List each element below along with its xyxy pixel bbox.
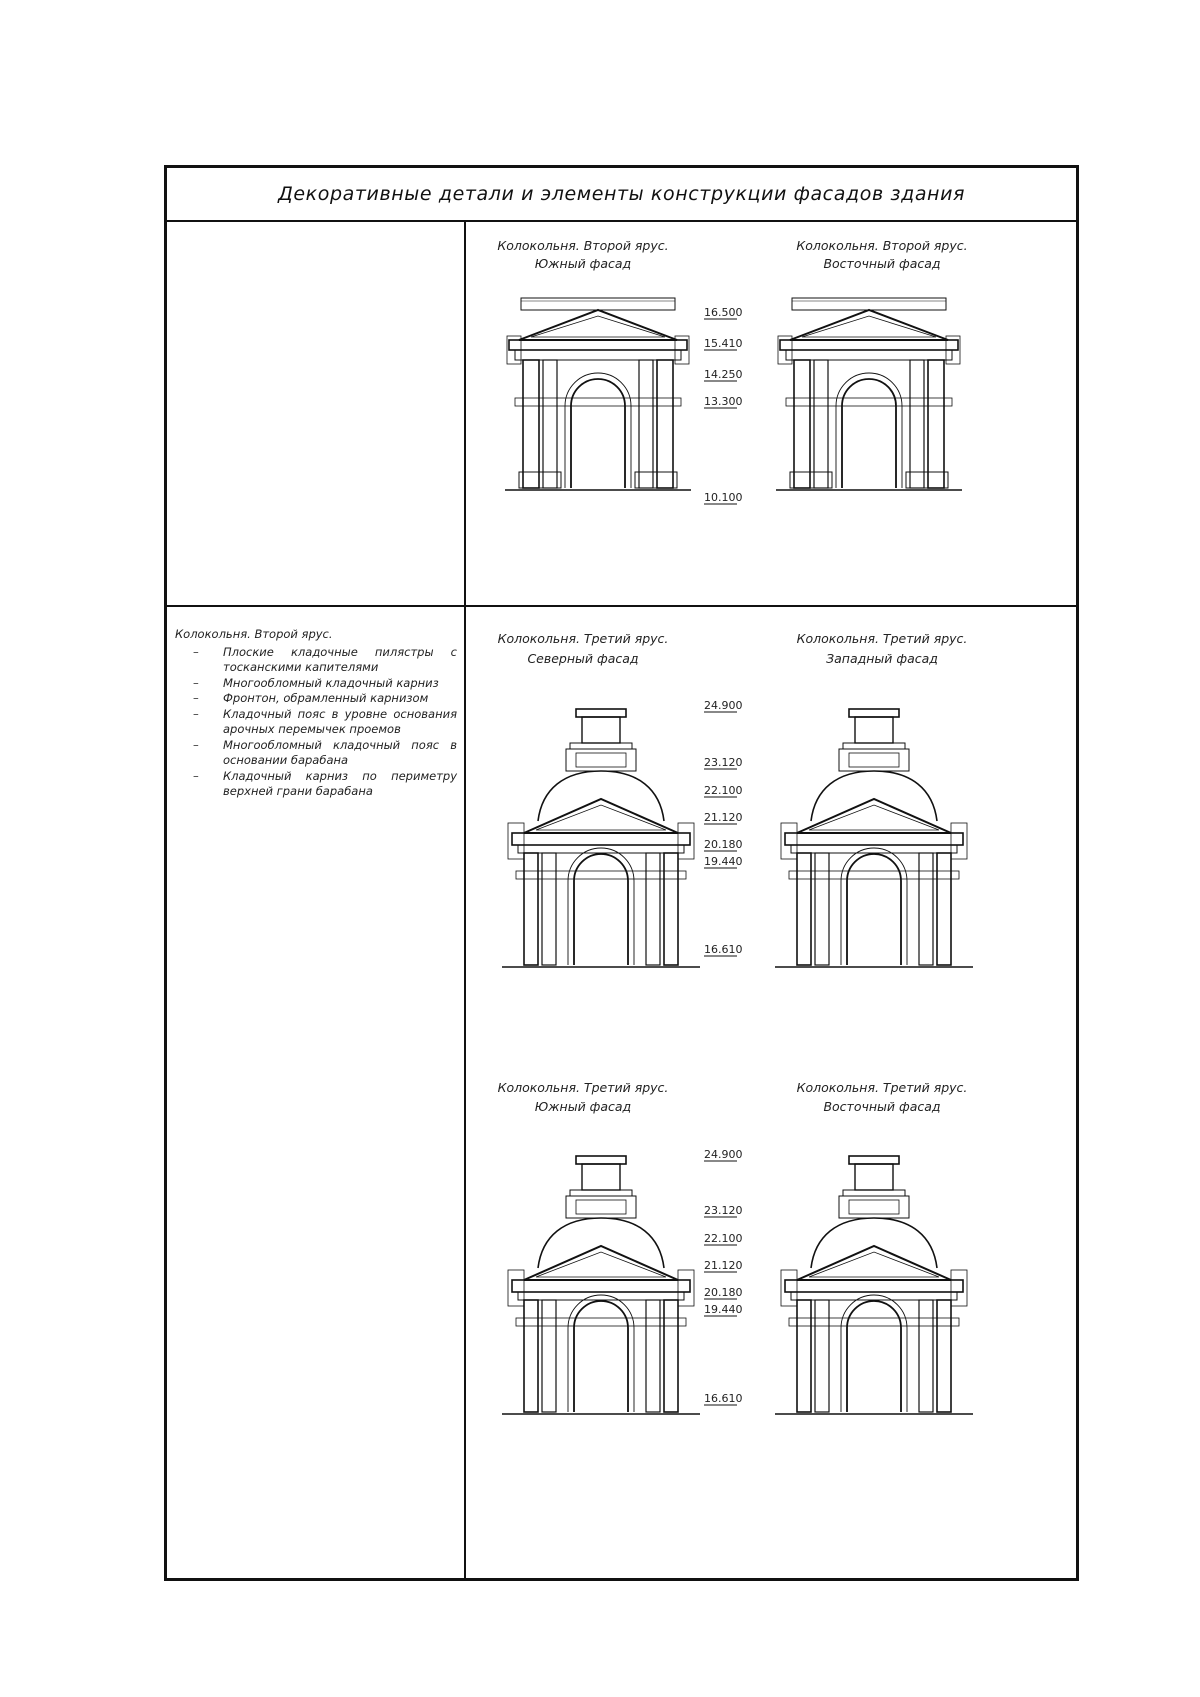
drawing-caption: Колокольня. Третий ярус.	[796, 1080, 968, 1095]
level-mark: 10.100	[704, 491, 743, 504]
level-mark: 24.900	[704, 1148, 743, 1161]
elevation-drawing	[502, 709, 700, 967]
drawing-caption: Восточный фасад	[823, 1099, 941, 1114]
level-mark: 19.440	[704, 855, 743, 868]
level-mark: 23.120	[704, 756, 743, 769]
drawing-caption: Южный фасад	[534, 256, 632, 271]
drawing-caption: Южный фасад	[534, 1099, 632, 1114]
level-mark: 20.180	[704, 1286, 743, 1299]
drawings-canvas	[167, 168, 1076, 1578]
drawing-caption: Колокольня. Второй ярус.	[796, 238, 968, 253]
elevation-drawing	[776, 298, 962, 490]
notes-item: – Плоские кладочные пилястры с тосканскими капителями	[175, 645, 457, 676]
notes-item: – Фронтон, обрамленный карнизом	[175, 691, 457, 707]
level-mark: 19.440	[704, 1303, 743, 1316]
level-mark: 16.500	[704, 306, 743, 319]
level-mark: 22.100	[704, 784, 743, 797]
level-mark: 13.300	[704, 395, 743, 408]
level-mark: 15.410	[704, 337, 743, 350]
notes-heading: Колокольня. Второй ярус.	[175, 627, 333, 641]
drawing-sheet	[164, 165, 1079, 1581]
level-mark: 21.120	[704, 1259, 743, 1272]
level-marks	[704, 306, 743, 504]
sheet-title: Декоративные детали и элементы конструкции фасадов здания	[167, 168, 1076, 222]
level-mark: 14.250	[704, 368, 743, 381]
drawing-caption: Колокольня. Третий ярус.	[796, 631, 968, 646]
level-mark: 21.120	[704, 811, 743, 824]
drawing-caption: Колокольня. Третий ярус.	[497, 1080, 669, 1095]
level-mark: 22.100	[704, 1232, 743, 1245]
drawing-caption: Западный фасад	[826, 651, 938, 666]
notes-item: – Кладочный карниз по периметру верхней грани барабана	[175, 769, 457, 800]
drawing-caption: Северный фасад	[527, 651, 639, 666]
level-mark: 16.610	[704, 943, 743, 956]
elevation-drawing	[775, 1156, 973, 1414]
level-mark: 16.610	[704, 1392, 743, 1405]
elevation-drawing	[775, 709, 973, 967]
elevation-drawing	[505, 298, 691, 490]
notes-item: – Многообломный кладочный пояс в основании барабана	[175, 738, 457, 769]
notes-item: – Многообломный кладочный карниз	[175, 676, 457, 692]
level-mark: 23.120	[704, 1204, 743, 1217]
level-marks	[704, 1148, 743, 1405]
drawing-caption: Колокольня. Третий ярус.	[497, 631, 669, 646]
drawing-caption: Восточный фасад	[823, 256, 941, 271]
drawing-caption: Колокольня. Второй ярус.	[497, 238, 669, 253]
elevation-drawing	[502, 1156, 700, 1414]
notes-item: – Кладочный пояс в уровне основания арочных перемычек проемов	[175, 707, 457, 738]
level-mark: 20.180	[704, 838, 743, 851]
level-marks	[704, 699, 743, 956]
level-mark: 24.900	[704, 699, 743, 712]
